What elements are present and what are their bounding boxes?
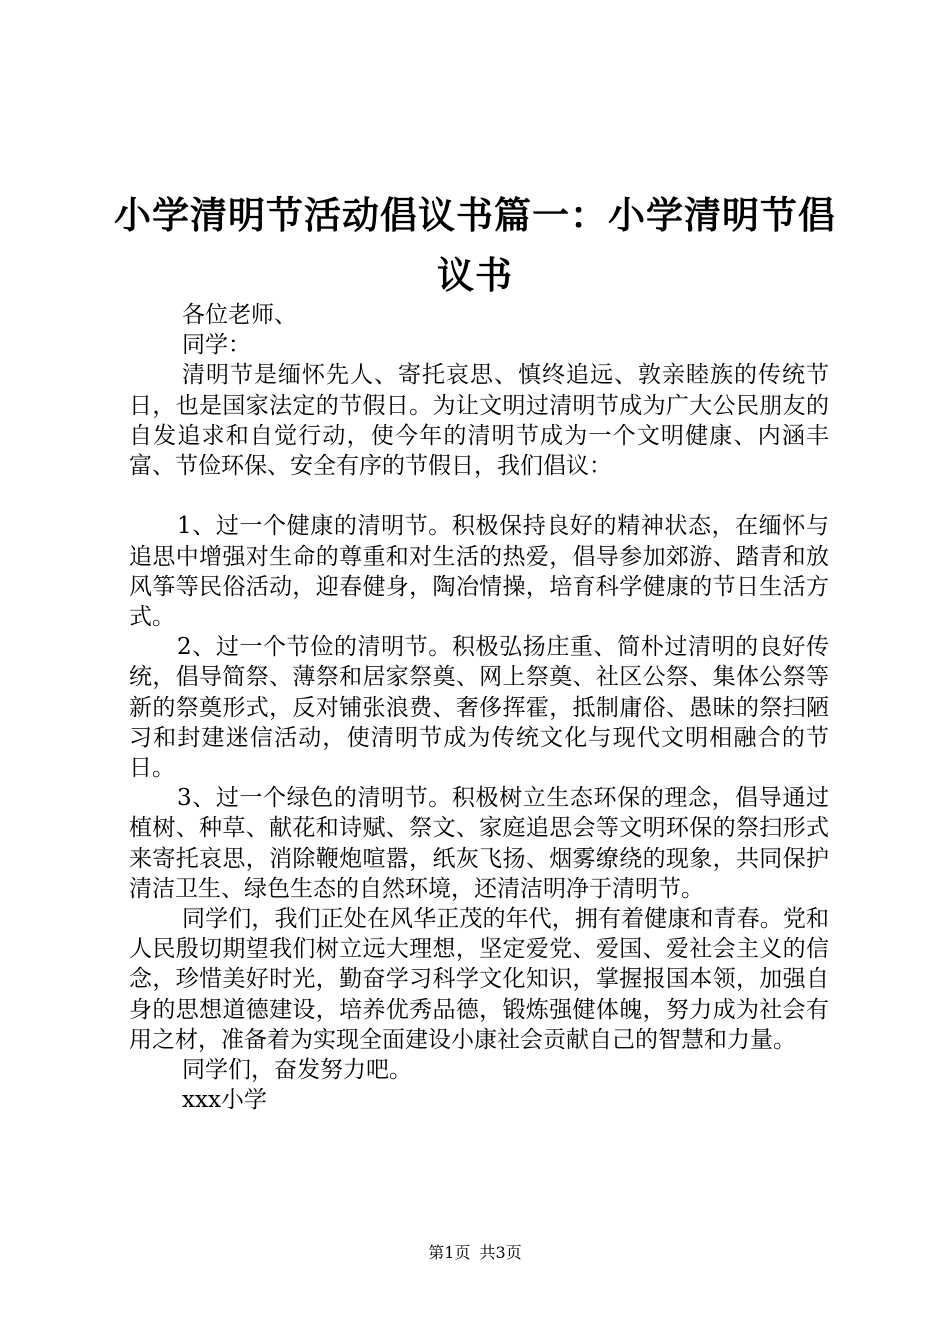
document-body <box>129 300 829 1115</box>
paragraph-gap <box>129 481 829 511</box>
page-total: 共3页 <box>479 1243 522 1262</box>
page-number: 第1页 <box>428 1243 471 1262</box>
salutation-line-2: 同学： <box>182 332 251 359</box>
intro-paragraph: 清明节是缅怀先人、寄托哀思、慎终追远、敦亲睦族的传统节日，也是国家法定的节假日。为让文明过清明节成为广大公民朋友的自发追求和自觉行动，使今年的清明节成为一个文明健康、内涵丰富、节俭环保、安全有序的节假日，我们倡议： <box>129 362 829 480</box>
page-footer <box>0 1243 950 1263</box>
item-paragraph-3: 3、过一个绿色的清明节。积极树立生态环保的理念，倡导通过植树、种草、献花和诗赋、祭文、家庭追思会等文明环保的祭扫形式来寄托哀思，消除鞭炮喧嚣，纸灰飞扬、烟雾缭绕的现象，共同保护清洁卫生、绿色生态的自然环境，还清洁明净于清明节。 <box>129 785 829 902</box>
signature-line: xxx小学 <box>182 1087 267 1114</box>
item-paragraph-2: 2、过一个节俭的清明节。积极弘扬庄重、简朴过清明的良好传统，倡导简祭、薄祭和居家祭奠、网上祭奠、社区公祭、集体公祭等新的祭奠形式，反对铺张浪费、奢侈挥霍，抵制庸俗、愚昧的祭扫陋习和封建迷信活动，使清明节成为传统文化与现代文明相融合的节日。 <box>129 634 829 782</box>
closing-paragraph: 同学们，我们正处在风华正茂的年代，拥有着健康和青春。党和人民殷切期望我们树立远大理想，坚定爱党、爱国、爱社会主义的信念，珍惜美好时光，勤奋学习科学文化知识，掌握报国本领，加强自身的思想道德建设，培养优秀品德，锻炼强健体魄，努力成为社会有用之材，准备着为实现全面建设小康社会贡献自己的智慧和力量。 <box>129 906 829 1053</box>
document-title: 小学清明节活动倡议书篇一：小学清明节倡议书 <box>114 194 836 297</box>
item-paragraph-1: 1、过一个健康的清明节。积极保持良好的精神状态，在缅怀与追思中增强对生命的尊重和对生活的热爱，倡导参加郊游、踏青和放风筝等民俗活动，迎春健身，陶冶情操，培育科学健康的节日生活方式。 <box>129 513 829 631</box>
salutation-line-1: 各位老师、 <box>182 302 297 328</box>
slogan-line: 同学们，奋发努力吧。 <box>182 1057 412 1084</box>
